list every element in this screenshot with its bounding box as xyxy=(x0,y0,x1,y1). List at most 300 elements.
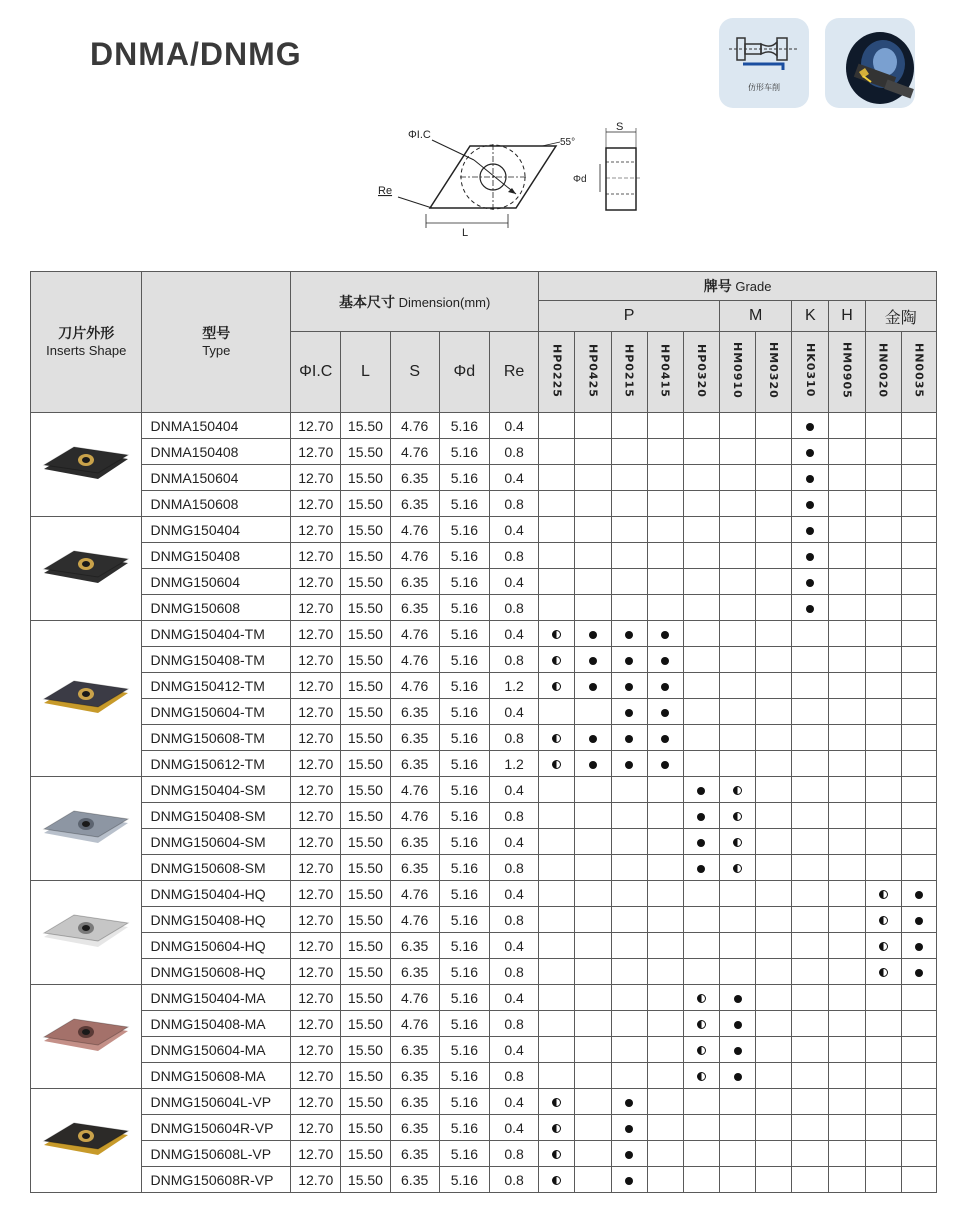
grade-cell xyxy=(647,647,683,673)
grade-cell xyxy=(901,1115,936,1141)
grade-cell xyxy=(575,751,611,777)
re-value: 0.8 xyxy=(489,1141,538,1167)
grade-cell xyxy=(719,881,755,907)
grade-cell xyxy=(539,673,575,699)
table-row xyxy=(31,933,937,959)
insert-shape-cell xyxy=(31,621,142,777)
d-value: 5.16 xyxy=(439,725,489,751)
grade-cell xyxy=(901,803,936,829)
grade-cell xyxy=(539,491,575,517)
insert-photo-dnma xyxy=(38,433,134,493)
grade-cell xyxy=(575,465,611,491)
grade-cell xyxy=(575,959,611,985)
d-value: 5.16 xyxy=(439,595,489,621)
l-value: 15.50 xyxy=(341,881,390,907)
grade-cell xyxy=(611,959,647,985)
table-row xyxy=(31,699,937,725)
grade-cell xyxy=(901,543,936,569)
grade-cell xyxy=(829,699,865,725)
profile-turning-icon-box xyxy=(719,18,809,108)
type-cell: DNMG150604-MA xyxy=(142,1037,291,1063)
grade-cell xyxy=(719,803,755,829)
re-value: 0.4 xyxy=(489,699,538,725)
l-value: 15.50 xyxy=(341,1037,390,1063)
grade-cell xyxy=(683,777,719,803)
s-value: 4.76 xyxy=(390,517,439,543)
type-cell: DNMG150604L-VP xyxy=(142,1089,291,1115)
s-value: 6.35 xyxy=(390,491,439,517)
s-value: 4.76 xyxy=(390,621,439,647)
d-value: 5.16 xyxy=(439,439,489,465)
recommended-dot xyxy=(661,761,669,769)
grade-cell xyxy=(829,803,865,829)
l-value: 15.50 xyxy=(341,491,390,517)
grade-cell xyxy=(539,517,575,543)
table-row xyxy=(31,777,937,803)
grade-cell xyxy=(683,647,719,673)
ic-value: 12.70 xyxy=(291,881,341,907)
ic-value: 12.70 xyxy=(291,647,341,673)
grade-cell xyxy=(611,803,647,829)
grade-cell xyxy=(756,673,792,699)
grade-cell xyxy=(756,647,792,673)
type-cell: DNMG150404-TM xyxy=(142,621,291,647)
ic-value: 12.70 xyxy=(291,751,341,777)
grade-cell xyxy=(719,985,755,1011)
type-cell: DNMG150608-HQ xyxy=(142,959,291,985)
re-label: Re xyxy=(378,185,393,197)
grade-cell xyxy=(575,1167,611,1193)
s-value: 6.35 xyxy=(390,1037,439,1063)
grade-cell xyxy=(539,933,575,959)
grade-cell xyxy=(539,1063,575,1089)
grade-cell xyxy=(756,803,792,829)
re-value: 0.8 xyxy=(489,595,538,621)
grade-cell xyxy=(647,907,683,933)
col-grade: HM0905 xyxy=(829,332,865,413)
grade-cell xyxy=(829,673,865,699)
grade-cell xyxy=(539,725,575,751)
grade-cell xyxy=(901,439,936,465)
grade-cell xyxy=(792,413,829,439)
grade-cell xyxy=(865,543,901,569)
s-value: 4.76 xyxy=(390,803,439,829)
grade-cell xyxy=(829,725,865,751)
grade-cell xyxy=(865,673,901,699)
grade-cell xyxy=(865,829,901,855)
grade-cell xyxy=(829,829,865,855)
ic-value: 12.70 xyxy=(291,855,341,881)
l-value: 15.50 xyxy=(341,413,390,439)
grade-cell xyxy=(575,829,611,855)
l-value: 15.50 xyxy=(341,1167,390,1193)
grade-cell xyxy=(683,1141,719,1167)
col-grade: HP0425 xyxy=(575,332,611,413)
grade-cell xyxy=(792,465,829,491)
suitable-half-dot xyxy=(733,838,742,847)
header-type-en: Type xyxy=(202,343,231,358)
grade-cell xyxy=(683,907,719,933)
insert-shape-cell xyxy=(31,517,142,621)
grade-cell xyxy=(756,439,792,465)
type-cell: DNMG150604 xyxy=(142,569,291,595)
insert-photo-dnmg-vp xyxy=(38,1109,134,1169)
type-cell: DNMG150404 xyxy=(142,517,291,543)
re-value: 1.2 xyxy=(489,751,538,777)
grade-cell xyxy=(792,621,829,647)
type-cell: DNMG150604-TM xyxy=(142,699,291,725)
grade-cell xyxy=(792,673,829,699)
re-value: 0.8 xyxy=(489,491,538,517)
grade-cell xyxy=(865,881,901,907)
table-row xyxy=(31,1011,937,1037)
grade-cell xyxy=(539,647,575,673)
grade-cell xyxy=(611,985,647,1011)
suitable-half-dot xyxy=(697,1046,706,1055)
recommended-dot xyxy=(734,1021,742,1029)
grade-cell xyxy=(865,595,901,621)
re-value: 0.8 xyxy=(489,1011,538,1037)
grade-cell xyxy=(829,491,865,517)
l-value: 15.50 xyxy=(341,1141,390,1167)
grade-cell xyxy=(792,959,829,985)
ic-value: 12.70 xyxy=(291,465,341,491)
d-value: 5.16 xyxy=(439,647,489,673)
table-row xyxy=(31,751,937,777)
grade-cell xyxy=(719,647,755,673)
ic-value: 12.70 xyxy=(291,1167,341,1193)
grade-cell xyxy=(901,777,936,803)
grade-cell xyxy=(792,1089,829,1115)
ic-value: 12.70 xyxy=(291,673,341,699)
grade-cell xyxy=(792,595,829,621)
grade-cell xyxy=(901,1011,936,1037)
recommended-dot xyxy=(661,631,669,639)
grade-cell xyxy=(575,439,611,465)
header-dimension xyxy=(291,272,539,332)
l-value: 15.50 xyxy=(341,1089,390,1115)
s-value: 4.76 xyxy=(390,543,439,569)
grade-cell xyxy=(611,907,647,933)
grade-cell xyxy=(829,517,865,543)
grade-cell xyxy=(829,1011,865,1037)
grade-cell xyxy=(719,959,755,985)
grade-cell xyxy=(575,985,611,1011)
grade-cell xyxy=(575,647,611,673)
suitable-half-dot xyxy=(697,994,706,1003)
grade-cell xyxy=(539,751,575,777)
spec-table-body xyxy=(31,413,937,1193)
grade-cell xyxy=(829,777,865,803)
profile-turning-caption: 仿形车削 xyxy=(748,83,780,92)
grade-cell xyxy=(756,1115,792,1141)
header-insert-shape xyxy=(31,272,142,413)
recommended-dot xyxy=(806,527,814,535)
grade-cell xyxy=(683,725,719,751)
grade-cell xyxy=(575,595,611,621)
grade-cell xyxy=(792,803,829,829)
grade-cell xyxy=(539,1089,575,1115)
type-cell: DNMG150408-MA xyxy=(142,1011,291,1037)
col-re: Re xyxy=(489,332,538,413)
insert-photo-dnmg-plain xyxy=(38,537,134,597)
header-type xyxy=(142,272,291,413)
recommended-dot xyxy=(915,969,923,977)
grade-cell xyxy=(647,959,683,985)
grade-cell xyxy=(792,491,829,517)
grade-cell xyxy=(829,595,865,621)
s-value: 4.76 xyxy=(390,673,439,699)
grade-group-k: K xyxy=(792,301,829,332)
type-cell: DNMG150404-MA xyxy=(142,985,291,1011)
col-grade: HP0215 xyxy=(611,332,647,413)
grade-cell xyxy=(792,1115,829,1141)
grade-cell xyxy=(792,1063,829,1089)
suitable-half-dot xyxy=(879,916,888,925)
grade-cell xyxy=(647,829,683,855)
grade-cell xyxy=(647,933,683,959)
recommended-dot xyxy=(806,579,814,587)
table-row xyxy=(31,1141,937,1167)
grade-cell xyxy=(647,517,683,543)
col-grade: HP0225 xyxy=(539,332,575,413)
grade-cell xyxy=(611,465,647,491)
grade-cell xyxy=(792,933,829,959)
angle-label: 55° xyxy=(560,137,576,148)
recommended-dot xyxy=(734,1073,742,1081)
ic-value: 12.70 xyxy=(291,829,341,855)
grade-cell xyxy=(611,777,647,803)
header-grade-cn: 牌号 xyxy=(703,278,732,294)
grade-cell xyxy=(539,621,575,647)
s-value: 6.35 xyxy=(390,1115,439,1141)
table-row xyxy=(31,439,937,465)
type-cell: DNMG150604R-VP xyxy=(142,1115,291,1141)
grade-cell xyxy=(647,543,683,569)
table-row xyxy=(31,1089,937,1115)
grade-cell xyxy=(865,1167,901,1193)
grade-cell xyxy=(683,1063,719,1089)
s-value: 4.76 xyxy=(390,413,439,439)
grade-cell xyxy=(756,1037,792,1063)
d-value: 5.16 xyxy=(439,543,489,569)
grade-cell xyxy=(539,1115,575,1141)
grade-cell xyxy=(901,855,936,881)
d-value: 5.16 xyxy=(439,933,489,959)
l-value: 15.50 xyxy=(341,647,390,673)
grade-cell xyxy=(865,959,901,985)
grade-cell xyxy=(756,491,792,517)
grade-cell xyxy=(611,855,647,881)
l-value: 15.50 xyxy=(341,517,390,543)
grade-group-cermet: 金陶 xyxy=(865,301,936,332)
s-value: 6.35 xyxy=(390,465,439,491)
grade-cell xyxy=(611,751,647,777)
grade-cell xyxy=(829,543,865,569)
re-value: 0.4 xyxy=(489,829,538,855)
type-cell: DNMG150608-TM xyxy=(142,725,291,751)
grade-cell xyxy=(647,439,683,465)
grade-cell xyxy=(756,1089,792,1115)
grade-cell xyxy=(756,959,792,985)
ic-label: ΦI.C xyxy=(408,129,431,141)
grade-cell xyxy=(901,1141,936,1167)
type-cell: DNMG150604-HQ xyxy=(142,933,291,959)
insert-shape-cell xyxy=(31,881,142,985)
grade-cell xyxy=(829,439,865,465)
l-value: 15.50 xyxy=(341,985,390,1011)
grade-cell xyxy=(575,907,611,933)
grade-cell xyxy=(683,699,719,725)
grade-cell xyxy=(829,985,865,1011)
grade-cell xyxy=(575,1063,611,1089)
grade-cell xyxy=(575,1141,611,1167)
col-grade: HN0035 xyxy=(901,332,936,413)
grade-cell xyxy=(865,725,901,751)
grade-cell xyxy=(683,491,719,517)
grade-cell xyxy=(719,491,755,517)
table-row xyxy=(31,803,937,829)
grade-cell xyxy=(792,647,829,673)
grade-cell xyxy=(901,413,936,439)
grade-cell xyxy=(901,673,936,699)
ic-value: 12.70 xyxy=(291,595,341,621)
s-value: 4.76 xyxy=(390,647,439,673)
grade-cell xyxy=(611,881,647,907)
grade-cell xyxy=(575,413,611,439)
l-value: 15.50 xyxy=(341,907,390,933)
grade-cell xyxy=(829,647,865,673)
grade-cell xyxy=(647,699,683,725)
re-value: 0.4 xyxy=(489,569,538,595)
insert-spec-table xyxy=(30,271,937,1193)
grade-cell xyxy=(756,751,792,777)
l-value: 15.50 xyxy=(341,569,390,595)
grade-cell xyxy=(611,1063,647,1089)
s-value: 4.76 xyxy=(390,777,439,803)
grade-cell xyxy=(792,777,829,803)
grade-cell xyxy=(865,985,901,1011)
re-value: 0.4 xyxy=(489,413,538,439)
grade-cell xyxy=(719,725,755,751)
grade-group-m: M xyxy=(719,301,791,332)
s-value: 6.35 xyxy=(390,595,439,621)
grade-cell xyxy=(611,621,647,647)
re-value: 1.2 xyxy=(489,673,538,699)
grade-cell xyxy=(683,621,719,647)
table-row xyxy=(31,855,937,881)
recommended-dot xyxy=(697,787,705,795)
grade-cell xyxy=(719,439,755,465)
ic-value: 12.70 xyxy=(291,803,341,829)
grade-cell xyxy=(575,621,611,647)
grade-cell xyxy=(792,855,829,881)
grade-cell xyxy=(611,933,647,959)
suitable-half-dot xyxy=(733,786,742,795)
grade-cell xyxy=(647,491,683,517)
d-value: 5.16 xyxy=(439,465,489,491)
grade-cell xyxy=(829,465,865,491)
l-value: 15.50 xyxy=(341,673,390,699)
s-value: 6.35 xyxy=(390,933,439,959)
table-row xyxy=(31,621,937,647)
grade-cell xyxy=(719,673,755,699)
grade-cell xyxy=(575,855,611,881)
grade-cell xyxy=(719,543,755,569)
re-value: 0.4 xyxy=(489,1089,538,1115)
table-row xyxy=(31,465,937,491)
re-value: 0.4 xyxy=(489,465,538,491)
table-row xyxy=(31,881,937,907)
grade-cell xyxy=(792,1011,829,1037)
d-value: 5.16 xyxy=(439,907,489,933)
grade-cell xyxy=(575,543,611,569)
grade-cell xyxy=(647,1115,683,1141)
grade-cell xyxy=(683,1037,719,1063)
grade-cell xyxy=(647,621,683,647)
table-row xyxy=(31,413,937,439)
grade-cell xyxy=(683,517,719,543)
grade-cell xyxy=(611,543,647,569)
ic-value: 12.70 xyxy=(291,1141,341,1167)
type-cell: DNMA150604 xyxy=(142,465,291,491)
grade-cell xyxy=(539,413,575,439)
re-value: 0.8 xyxy=(489,543,538,569)
grade-cell xyxy=(865,699,901,725)
grade-cell xyxy=(683,855,719,881)
re-value: 0.4 xyxy=(489,517,538,543)
d-value: 5.16 xyxy=(439,699,489,725)
ic-value: 12.70 xyxy=(291,1011,341,1037)
grade-cell xyxy=(756,829,792,855)
grade-cell xyxy=(611,725,647,751)
l-value: 15.50 xyxy=(341,439,390,465)
grade-cell xyxy=(756,1141,792,1167)
grade-cell xyxy=(829,621,865,647)
col-grade: HP0415 xyxy=(647,332,683,413)
grade-cell xyxy=(792,1167,829,1193)
type-cell: DNMG150408-SM xyxy=(142,803,291,829)
d-value: 5.16 xyxy=(439,803,489,829)
d-label: Φd xyxy=(573,174,587,185)
grade-cell xyxy=(901,985,936,1011)
grade-cell xyxy=(539,1037,575,1063)
grade-cell xyxy=(829,855,865,881)
table-row xyxy=(31,959,937,985)
recommended-dot xyxy=(806,423,814,431)
l-value: 15.50 xyxy=(341,829,390,855)
grade-cell xyxy=(575,1089,611,1115)
grade-cell xyxy=(719,1115,755,1141)
type-cell: DNMG150608-MA xyxy=(142,1063,291,1089)
grade-cell xyxy=(539,1141,575,1167)
suitable-half-dot xyxy=(552,630,561,639)
grade-cell xyxy=(647,569,683,595)
grade-cell xyxy=(539,543,575,569)
col-l: L xyxy=(341,332,390,413)
grade-cell xyxy=(901,699,936,725)
grade-cell xyxy=(683,829,719,855)
col-grade: HM0910 xyxy=(719,332,755,413)
grade-cell xyxy=(719,699,755,725)
suitable-half-dot xyxy=(879,968,888,977)
grade-cell xyxy=(683,1089,719,1115)
grade-cell xyxy=(539,1167,575,1193)
d-value: 5.16 xyxy=(439,959,489,985)
l-label: L xyxy=(462,227,469,239)
insert-photo-dnmg-tm xyxy=(38,667,134,727)
grade-cell xyxy=(611,413,647,439)
